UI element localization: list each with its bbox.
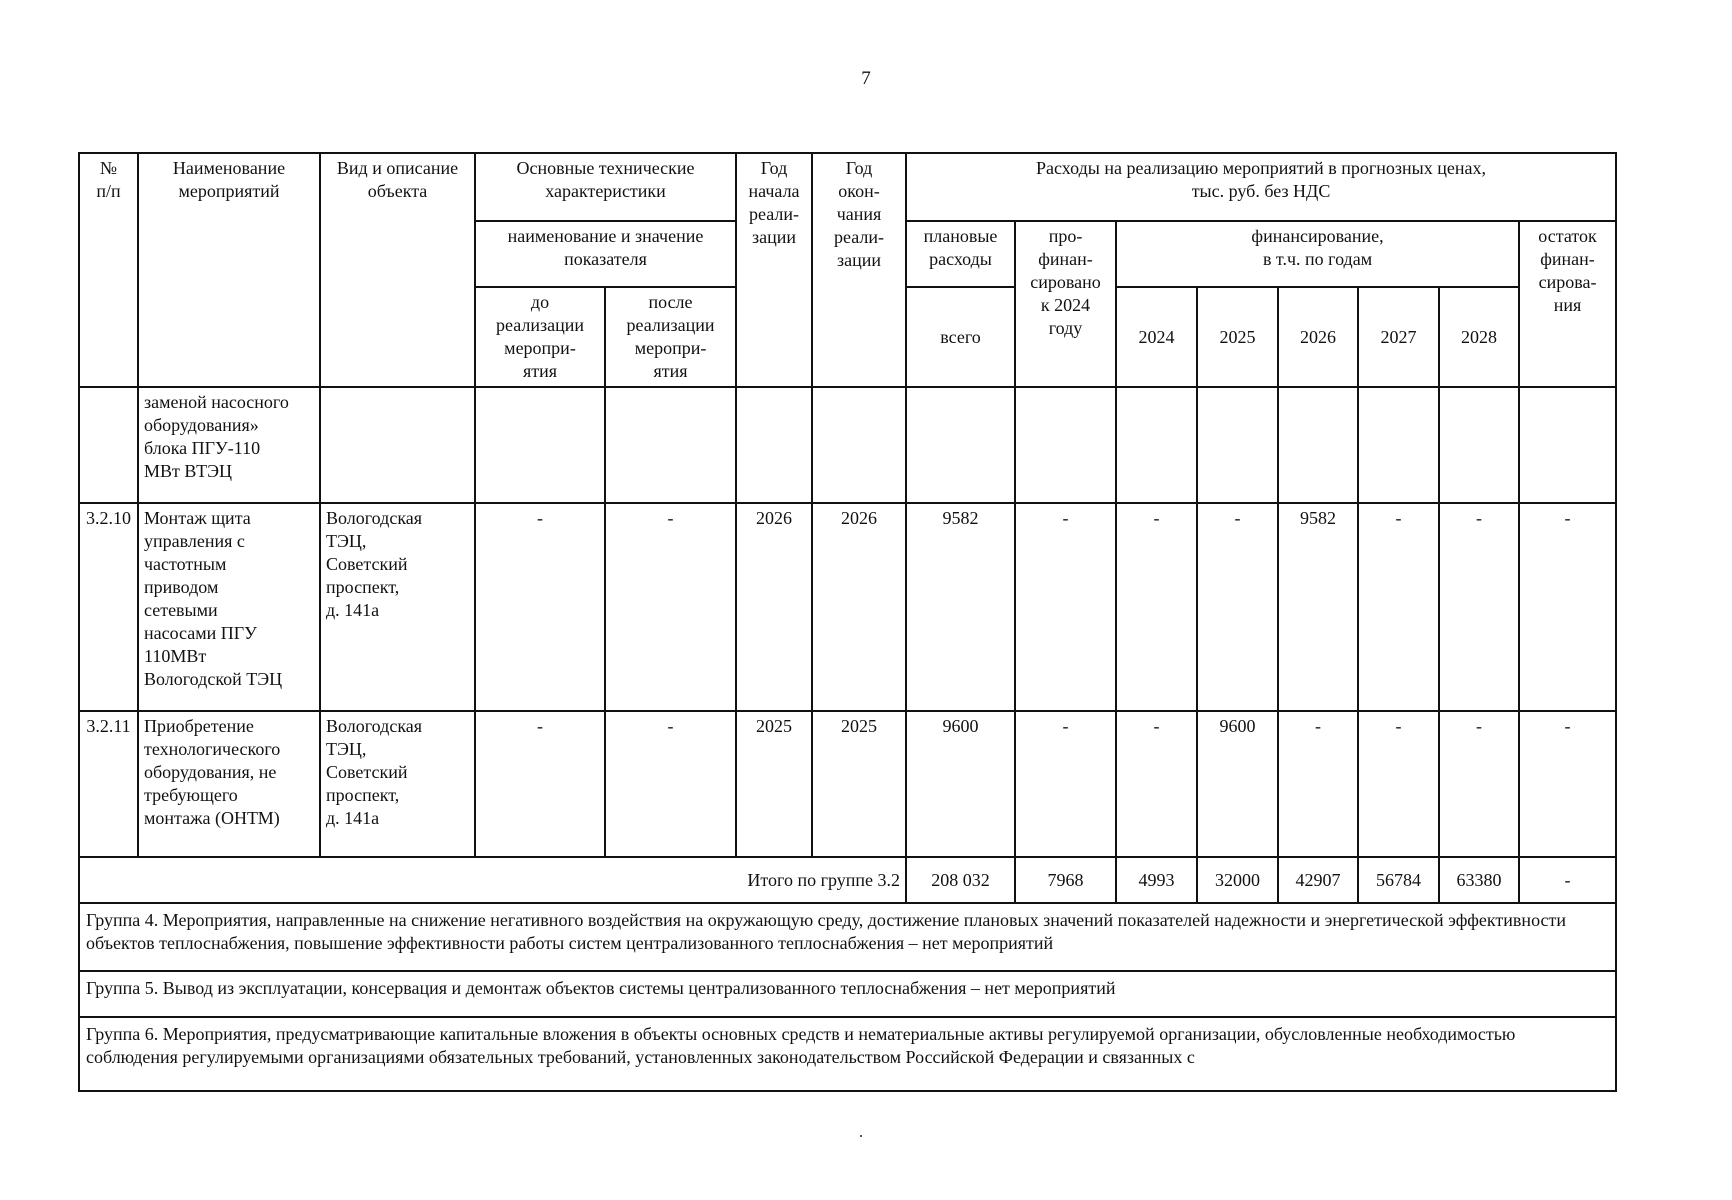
total-2028: 63380 [1439,857,1519,903]
cell-2025 [1197,387,1278,503]
header-financing: финансирование, в т.ч. по годам [1116,221,1519,287]
table-row [79,387,1616,503]
cell-start: 2025 [736,711,812,857]
cell-prefinanced: - [1015,711,1116,857]
cell-before [475,387,605,503]
cell-2024: - [1116,711,1197,857]
header-year-2025: 2025 [1197,287,1278,387]
cell-2028 [1439,387,1519,503]
header-end-year: Год окон- чания реали- зации [812,153,906,387]
cell-remainder: - [1519,503,1616,711]
header-num: № п/п [79,153,138,387]
header-year-2028: 2028 [1439,287,1519,387]
total-label: Итого по группе 3.2 [79,857,906,903]
cell-name: Монтаж щита управления с частотным приводом сетевыми насосами ПГУ 110МВт Вологодской ТЭЦ [138,503,320,711]
header-row-1 [79,153,1616,221]
cell-planned: 9600 [906,711,1015,857]
cell-2027: - [1358,503,1439,711]
cell-2024: - [1116,503,1197,711]
cell-2028: - [1439,711,1519,857]
cell-planned: 9582 [906,503,1015,711]
header-year-2027: 2027 [1358,287,1439,387]
total-2026: 42907 [1278,857,1358,903]
cell-remainder [1519,387,1616,503]
cell-prefinanced: - [1015,503,1116,711]
cell-prefinanced [1015,387,1116,503]
group-5-text: Группа 5. Вывод из эксплуатации, консервация и демонтаж объектов системы централизованного теплоснабжения – нет мероприятий [79,971,1616,1017]
header-expenses: Расходы на реализацию мероприятий в прогнозных ценах, тыс. руб. без НДС [906,153,1616,221]
cell-2026 [1278,387,1358,503]
cell-end: 2025 [812,711,906,857]
cell-2025: - [1197,503,1278,711]
header-before: до реализации меропри- ятия [475,287,605,387]
cell-2027: - [1358,711,1439,857]
cell-2027 [1358,387,1439,503]
header-year-2026: 2026 [1278,287,1358,387]
header-tech-indicator: наименование и значение показателя [475,221,736,287]
group-row [79,1017,1616,1091]
total-2025: 32000 [1197,857,1278,903]
cell-name: заменой насосного оборудования» блока ПГУ-110 МВт ВТЭЦ [138,387,320,503]
total-remainder: - [1519,857,1616,903]
cell-2026: 9582 [1278,503,1358,711]
cell-object: Вологодская ТЭЦ, Советский проспект, д. 141а [320,711,475,857]
cell-before: - [475,503,605,711]
total-planned: 208 032 [906,857,1015,903]
cell-remainder: - [1519,711,1616,857]
cell-after [605,387,736,503]
cell-end: 2026 [812,503,906,711]
header-total: всего [906,287,1015,387]
total-2027: 56784 [1358,857,1439,903]
cell-num: 3.2.11 [79,711,138,857]
scan-speck [860,1135,862,1137]
cell-2026: - [1278,711,1358,857]
header-year-2024: 2024 [1116,287,1197,387]
header-tech: Основные технические характеристики [475,153,736,221]
total-row [79,857,1616,903]
page-number: 7 [861,68,871,89]
cell-num: 3.2.10 [79,503,138,711]
cell-before: - [475,711,605,857]
header-remainder: остаток финан- сирова- ния [1519,221,1616,387]
cell-start: 2026 [736,503,812,711]
group-row [79,903,1616,971]
cell-start [736,387,812,503]
total-prefinanced: 7968 [1015,857,1116,903]
investment-table [78,152,1617,1092]
group-6-text: Группа 6. Мероприятия, предусматривающие капитальные вложения в объекты основных средств и нематериальные активы регулируемой организации, обусловленные необходимостью соблюдения регулируемыми организациями обязательных требований, установленных законодательством Российской Федерации и связанных с [79,1017,1616,1091]
cell-2024 [1116,387,1197,503]
cell-after: - [605,711,736,857]
cell-2025: 9600 [1197,711,1278,857]
total-2024: 4993 [1116,857,1197,903]
cell-object: Вологодская ТЭЦ, Советский проспект, д. 141а [320,503,475,711]
header-planned: плановые расходы [906,221,1015,287]
table-row [79,711,1616,857]
cell-planned [906,387,1015,503]
cell-end [812,387,906,503]
header-object: Вид и описание объекта [320,153,475,387]
header-prefinanced: про- финан- сировано к 2024 году [1015,221,1116,387]
cell-object [320,387,475,503]
cell-num [79,387,138,503]
cell-after: - [605,503,736,711]
cell-2028: - [1439,503,1519,711]
group-4-text: Группа 4. Мероприятия, направленные на снижение негативного воздействия на окружающую среду, достижение плановых значений показателей надежности и энергетической эффективности объектов теплоснабжения, повышение эффективности работы систем централизованного теплоснабжения – нет мероприятий [79,903,1616,971]
header-name: Наименование мероприятий [138,153,320,387]
header-start-year: Год начала реали- зации [736,153,812,387]
table-row [79,503,1616,711]
cell-name: Приобретение технологического оборудования, не требующего монтажа (ОНТМ) [138,711,320,857]
group-row [79,971,1616,1017]
header-after: после реализации меропри- ятия [605,287,736,387]
